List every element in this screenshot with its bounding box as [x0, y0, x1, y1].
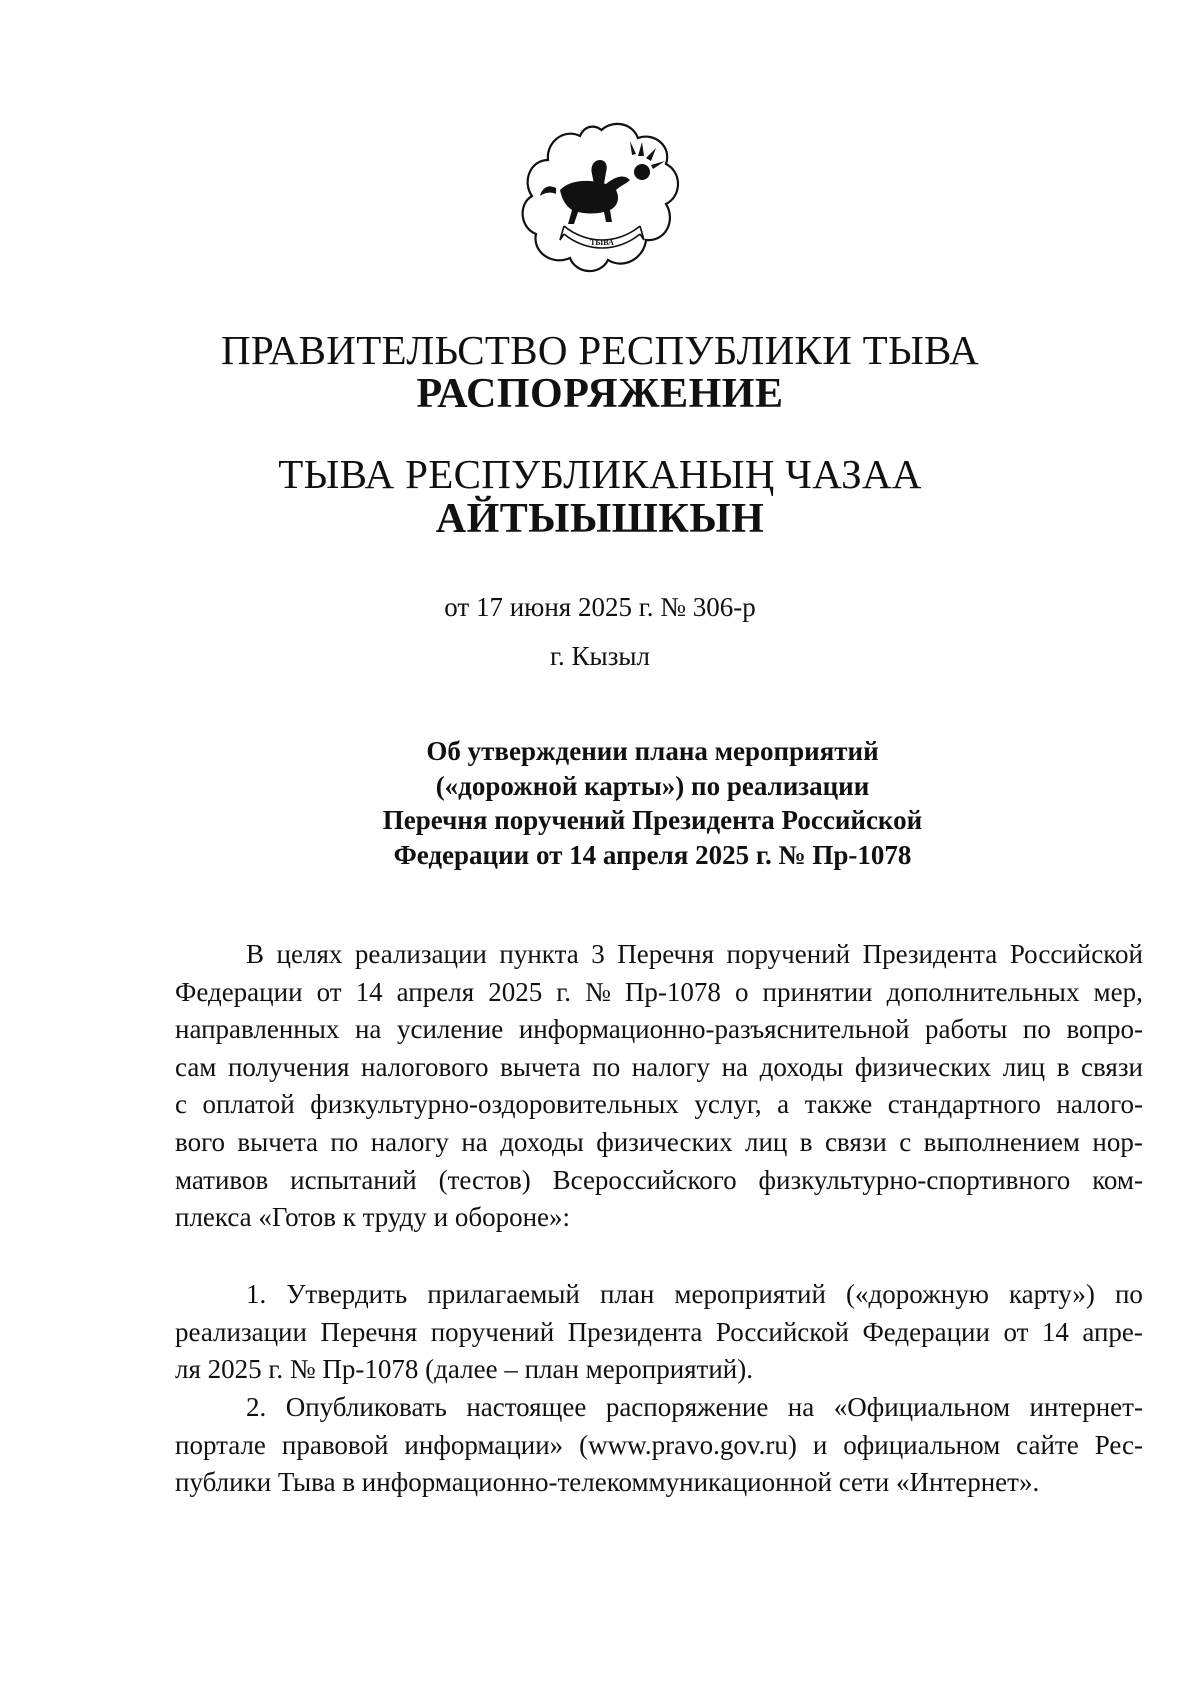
title-line: Федерации от 14 апреля 2025 г. № Пр-1078 [393, 839, 912, 870]
text-line: реализации Перечня поручений Президента Российской Федерации от 14 апре- [175, 1316, 1143, 1347]
tyva-emblem-icon [520, 118, 683, 281]
text-line: публики Тыва в информационно-телекоммуникационной сети «Интернет». [175, 1467, 1040, 1498]
text-line: сам получения налогового вычета по налогу на доходы физических лиц в связи [175, 1051, 1143, 1082]
text-line: с оплатой физкультурно-оздоровительных услуг, а также стандартного налого- [175, 1089, 1143, 1120]
title-line: («дорожной карты») по реализации [435, 770, 870, 801]
city: г. Кызыл [550, 641, 650, 671]
document-title [300, 734, 1005, 872]
document-type-ru: РАСПОРЯЖЕНИЕ [416, 371, 784, 417]
government-name-tyv: ТЫВА РЕСПУБЛИКАНЫҢ ЧАЗАА [278, 451, 922, 497]
text-line: портале правовой информации» (www.pravo.gov.ru) и официальном сайте Рес- [175, 1429, 1143, 1460]
preamble-paragraph [175, 936, 1143, 1237]
text-line: мативов испытаний (тестов) Всероссийского физкультурно-спортивного ком- [175, 1164, 1143, 1195]
text-line: 1. Утвердить прилагаемый план мероприятий («дорожную карту») по [246, 1279, 1143, 1309]
title-line: Об утверждении плана мероприятий [426, 736, 879, 766]
item-1-paragraph [175, 1276, 1143, 1389]
text-line: направленных на усиление информационно-разъяснительной работы по вопро- [175, 1014, 1143, 1045]
text-line: В целях реализации пункта 3 Перечня поручений Президента Российской [246, 939, 1143, 969]
date-and-number: от 17 июня 2025 г. № 306-р [444, 592, 756, 622]
text-line: 2. Опубликовать настоящее распоряжение на «Официальном интернет- [246, 1392, 1143, 1422]
svg-text:ТЫВА: ТЫВА [590, 238, 614, 247]
text-line: ля 2025 г. № Пр-1078 (далее – план мероприятий). [175, 1354, 753, 1385]
item-2-paragraph [175, 1389, 1143, 1502]
text-line: Федерации от 14 апреля 2025 г. № Пр-1078 о принятии дополнительных мер, [175, 976, 1143, 1007]
text-line: вого вычета по налогу на доходы физических лиц в связи с выполнением нор- [175, 1126, 1143, 1157]
government-name-ru: ПРАВИТЕЛЬСТВО РЕСПУБЛИКИ ТЫВА [220, 327, 980, 373]
document-type-tyv: АЙТЫЫШКЫН [435, 496, 765, 542]
title-line: Перечня поручений Президента Российской [382, 805, 923, 835]
text-line: плекса «Готов к труду и обороне»: [175, 1202, 571, 1233]
